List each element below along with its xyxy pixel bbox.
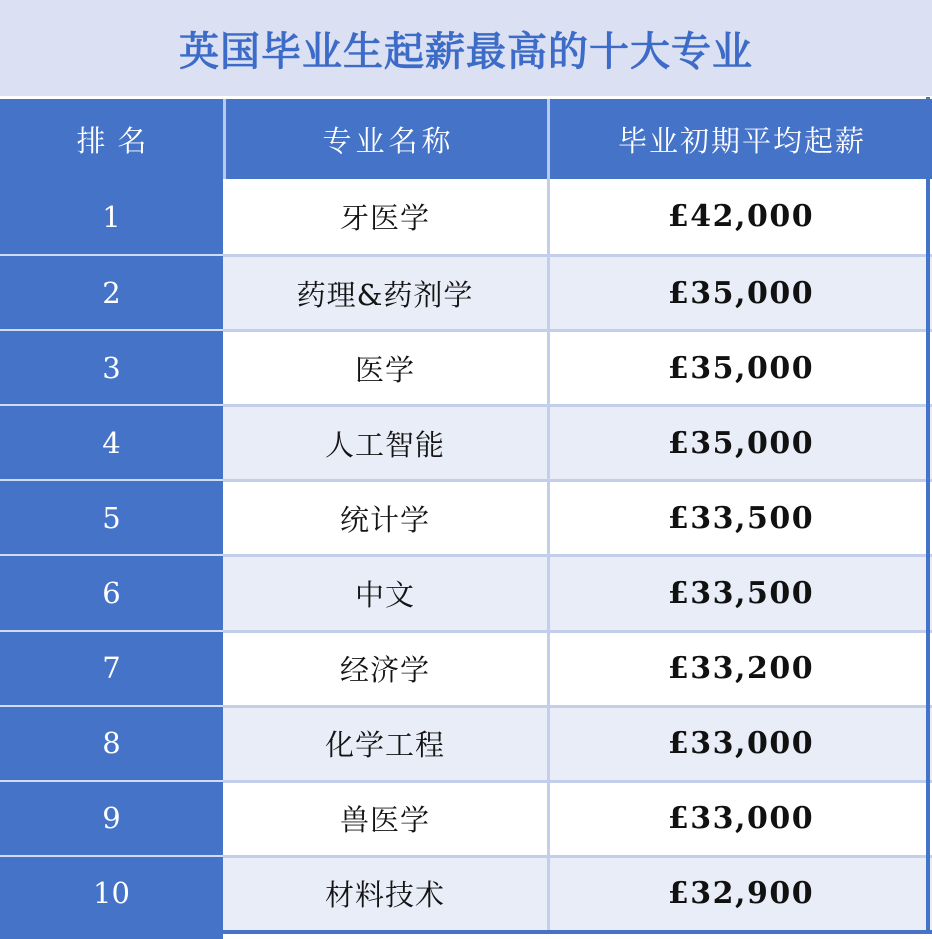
salary-cell: £33,500 — [547, 479, 932, 554]
table-row — [0, 855, 932, 930]
major-cell: 药理&药剂学 — [223, 254, 547, 329]
rank-column-footer — [0, 930, 223, 939]
rank-cell: 7 — [0, 630, 223, 705]
rank-cell: 4 — [0, 404, 223, 479]
table-row — [0, 630, 932, 705]
salary-cell: £33,000 — [547, 780, 932, 855]
rank-cell: 6 — [0, 554, 223, 629]
major-cell: 人工智能 — [223, 404, 547, 479]
major-cell: 统计学 — [223, 479, 547, 554]
salary-cell: £33,000 — [547, 705, 932, 780]
table-row — [0, 554, 932, 629]
major-cell: 牙医学 — [223, 179, 547, 254]
major-cell: 经济学 — [223, 630, 547, 705]
rank-cell: 5 — [0, 479, 223, 554]
salary-cell: £35,000 — [547, 404, 932, 479]
salary-cell: £35,000 — [547, 254, 932, 329]
major-cell: 中文 — [223, 554, 547, 629]
rank-cell: 2 — [0, 254, 223, 329]
rank-cell: 10 — [0, 855, 223, 930]
table-row — [0, 179, 932, 254]
table-row — [0, 329, 932, 404]
table-row — [0, 404, 932, 479]
rank-cell: 8 — [0, 705, 223, 780]
table-bottom-border — [223, 930, 932, 934]
major-cell: 医学 — [223, 329, 547, 404]
table-right-border — [926, 97, 930, 934]
major-cell: 化学工程 — [223, 705, 547, 780]
page-title: 英国毕业生起薪最高的十大专业 — [179, 27, 753, 75]
salary-cell: £33,200 — [547, 630, 932, 705]
rank-cell: 9 — [0, 780, 223, 855]
header-salary: 毕业初期平均起薪 — [547, 99, 932, 179]
header-rank: 排名 — [76, 123, 159, 158]
rank-cell: 3 — [0, 329, 223, 404]
header-major: 专业名称 — [223, 99, 547, 179]
salary-cell: £42,000 — [547, 179, 932, 254]
table-row — [0, 705, 932, 780]
major-cell: 材料技术 — [223, 855, 547, 930]
title-band — [0, 0, 932, 96]
salary-table — [0, 99, 932, 930]
table-header-row — [0, 99, 932, 179]
salary-cell: £35,000 — [547, 329, 932, 404]
major-cell: 兽医学 — [223, 780, 547, 855]
table-row — [0, 780, 932, 855]
salary-cell: £33,500 — [547, 554, 932, 629]
table-row — [0, 479, 932, 554]
salary-cell: £32,900 — [547, 855, 932, 930]
table-row — [0, 254, 932, 329]
rank-cell: 1 — [0, 179, 223, 254]
